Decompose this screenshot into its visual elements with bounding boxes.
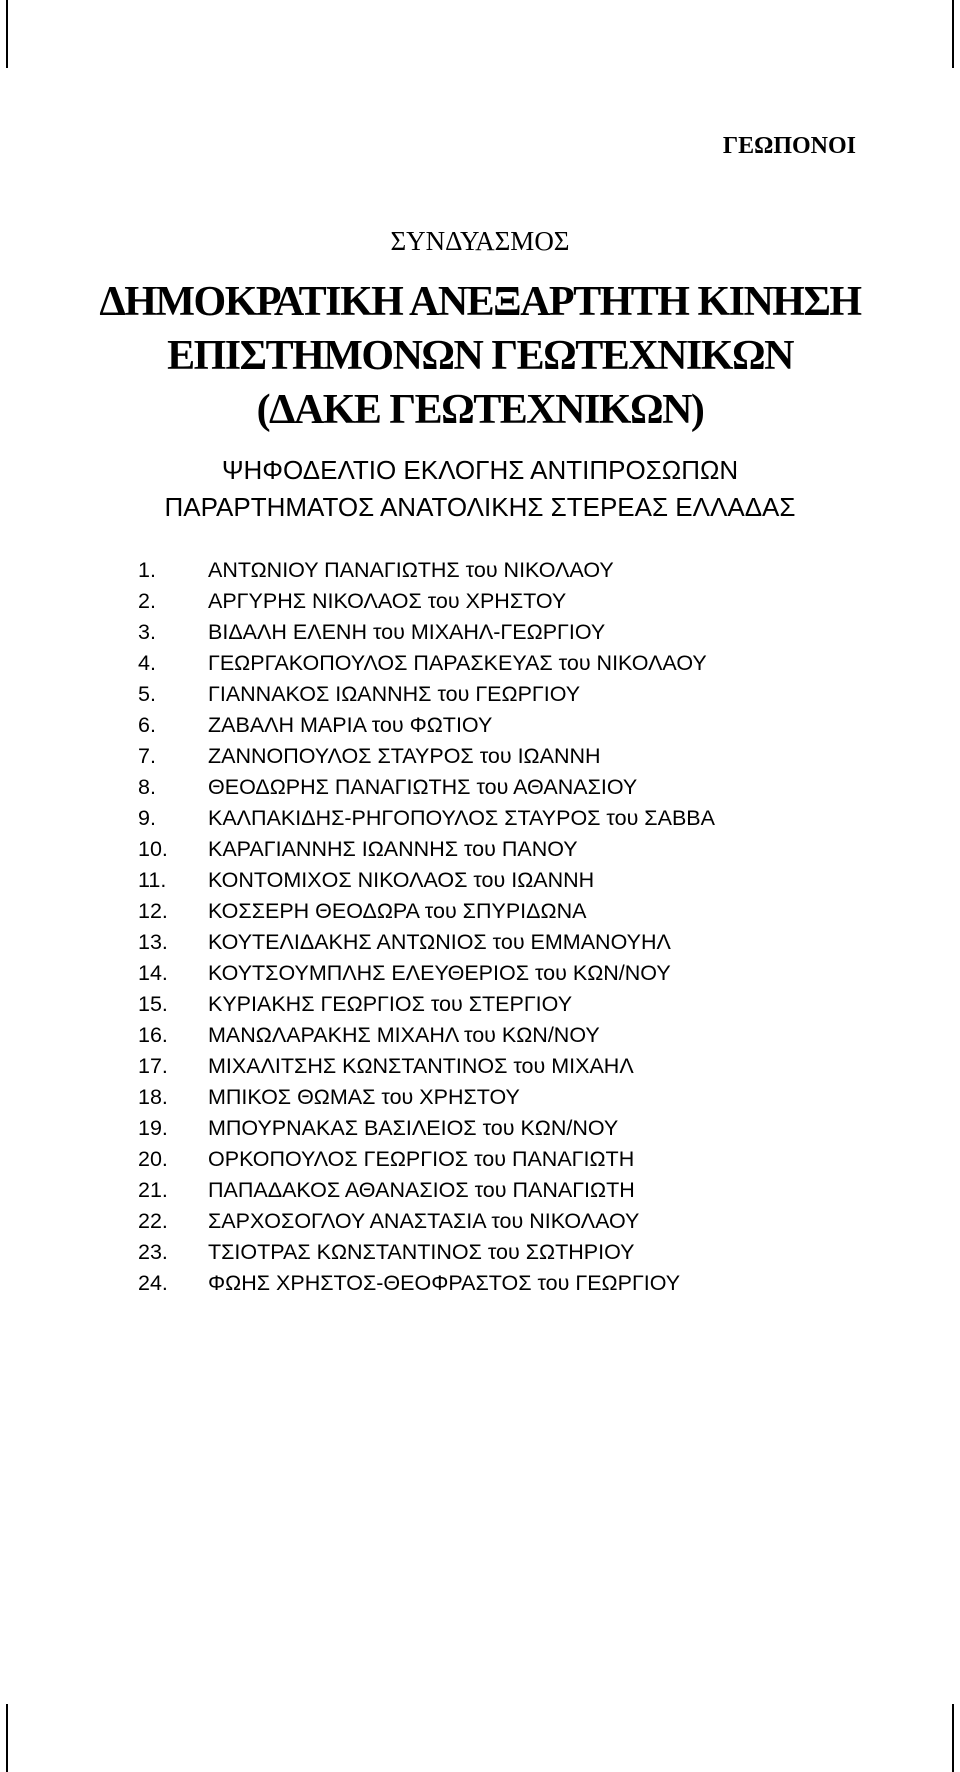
candidate-number: 1.	[138, 558, 156, 582]
candidate-number: 16.	[138, 1023, 168, 1047]
candidate-name: ΤΣΙΟΤΡΑΣ ΚΩΝΣΤΑΝΤΙΝΟΣ του ΣΩΤΗΡΙΟΥ	[208, 1240, 635, 1264]
subtitle-line: ΨΗΦΟΔΕΛΤΙΟ ΕΚΛΟΓΗΣ ΑΝΤΙΠΡΟΣΩΠΩΝ	[221, 455, 739, 485]
candidate-row	[138, 1020, 715, 1051]
candidate-row	[138, 648, 715, 679]
party-title-line: ΔΗΜΟΚΡΑΤΙΚΗ ΑΝΕΞΑΡΤΗΤΗ ΚΙΝΗΣΗ	[99, 279, 861, 325]
candidate-row	[138, 1113, 715, 1144]
candidate-number: 19.	[138, 1116, 168, 1140]
party-title-line: ΕΠΙΣΤΗΜΟΝΩΝ ΓΕΩΤΕΧΝΙΚΩΝ	[167, 333, 793, 379]
candidate-number: 5.	[138, 682, 156, 706]
candidate-number: 7.	[138, 744, 156, 768]
candidate-number: 3.	[138, 620, 156, 644]
crop-mark-bottom-right	[952, 1704, 954, 1772]
candidate-number: 14.	[138, 961, 168, 985]
candidate-row	[138, 958, 715, 989]
candidate-number: 2.	[138, 589, 156, 613]
candidate-name: ΖΑΝΝΟΠΟΥΛΟΣ ΣΤΑΥΡΟΣ του ΙΩΑΝΝΗ	[208, 744, 601, 768]
candidate-row	[138, 803, 715, 834]
party-title-line: (ΔΑΚΕ ΓΕΩΤΕΧΝΙΚΩΝ)	[256, 387, 704, 433]
subtitle-line: ΠΑΡΑΡΤΗΜΑΤΟΣ ΑΝΑΤΟΛΙΚΗΣ ΣΤΕΡΕΑΣ ΕΛΛΑΔΑΣ	[164, 492, 796, 522]
candidate-name: ΚΑΛΠΑΚΙΔΗΣ-ΡΗΓΟΠΟΥΛΟΣ ΣΤΑΥΡΟΣ του ΣΑΒΒΑ	[208, 806, 715, 830]
candidate-row	[138, 555, 715, 586]
candidate-row	[138, 834, 715, 865]
candidate-row	[138, 865, 715, 896]
candidate-row	[138, 1051, 715, 1082]
candidate-name: ΚΟΝΤΟΜΙΧΟΣ ΝΙΚΟΛΑΟΣ του ΙΩΑΝΝΗ	[208, 868, 595, 892]
ballot-label: ΣΥΝΔΥΑΣΜΟΣ	[390, 226, 570, 256]
candidate-number: 18.	[138, 1085, 168, 1109]
candidate-number: 9.	[138, 806, 156, 830]
candidate-number: 10.	[138, 837, 168, 861]
candidate-number: 17.	[138, 1054, 168, 1078]
candidate-number: 24.	[138, 1271, 168, 1295]
candidate-number: 8.	[138, 775, 156, 799]
candidate-row	[138, 710, 715, 741]
candidate-name: ΘΕΟΔΩΡΗΣ ΠΑΝΑΓΙΩΤΗΣ του ΑΘΑΝΑΣΙΟΥ	[208, 775, 638, 799]
candidate-name: ΚΟΥΤΕΛΙΔΑΚΗΣ ΑΝΤΩΝΙΟΣ του ΕΜΜΑΝΟΥΗΛ	[208, 930, 671, 954]
candidate-name: ΟΡΚΟΠΟΥΛΟΣ ΓΕΩΡΓΙΟΣ του ΠΑΝΑΓΙΩΤΗ	[208, 1147, 635, 1171]
candidate-row	[138, 679, 715, 710]
candidate-name: ΖΑΒΑΛΗ ΜΑΡΙΑ του ΦΩΤΙΟΥ	[208, 713, 493, 737]
candidate-row	[138, 617, 715, 648]
candidate-number: 22.	[138, 1209, 168, 1233]
candidate-number: 4.	[138, 651, 156, 675]
candidate-number: 23.	[138, 1240, 168, 1264]
candidate-name: ΚΟΣΣΕΡΗ ΘΕΟΔΩΡΑ του ΣΠΥΡΙΔΩΝΑ	[208, 899, 587, 923]
candidate-name: ΒΙΔΑΛΗ ΕΛΕΝΗ του ΜΙΧΑΗΛ-ΓΕΩΡΓΙΟΥ	[208, 620, 606, 644]
candidate-row	[138, 772, 715, 803]
candidate-row	[138, 1237, 715, 1268]
candidate-name: ΚΟΥΤΣΟΥΜΠΛΗΣ ΕΛΕΥΘΕΡΙΟΣ του ΚΩΝ/ΝΟΥ	[208, 961, 671, 985]
candidate-name: ΑΡΓΥΡΗΣ ΝΙΚΟΛΑΟΣ του ΧΡΗΣΤΟΥ	[208, 589, 567, 613]
candidate-number: 11.	[138, 868, 167, 892]
candidate-name: ΜΙΧΑΛΙΤΣΗΣ ΚΩΝΣΤΑΝΤΙΝΟΣ του ΜΙΧΑΗΛ	[208, 1054, 634, 1078]
candidate-name: ΚΑΡΑΓΙΑΝΝΗΣ ΙΩΑΝΝΗΣ του ΠΑΝΟΥ	[208, 837, 578, 861]
crop-mark-top-left	[6, 0, 8, 68]
candidate-number: 15.	[138, 992, 168, 1016]
candidate-number: 20.	[138, 1147, 168, 1171]
party-title	[0, 275, 960, 437]
candidate-name: ΓΕΩΡΓΑΚΟΠΟΥΛΟΣ ΠΑΡΑΣΚΕΥΑΣ του ΝΙΚΟΛΑΟΥ	[208, 651, 707, 675]
candidate-row	[138, 1206, 715, 1237]
candidate-name: ΣΑΡΧΟΣΟΓΛΟΥ ΑΝΑΣΤΑΣΙΑ του ΝΙΚΟΛΑΟΥ	[208, 1209, 640, 1233]
candidate-row	[138, 1082, 715, 1113]
candidate-number: 13.	[138, 930, 168, 954]
candidate-number: 6.	[138, 713, 156, 737]
candidate-row	[138, 741, 715, 772]
candidate-row	[138, 1175, 715, 1206]
ballot-subtitle	[0, 452, 960, 526]
candidate-row	[138, 896, 715, 927]
candidate-name: ΜΠΟΥΡΝΑΚΑΣ ΒΑΣΙΛΕΙΟΣ του ΚΩΝ/ΝΟΥ	[208, 1116, 619, 1140]
candidate-name: ΦΩΗΣ ΧΡΗΣΤΟΣ-ΘΕΟΦΡΑΣΤΟΣ του ΓΕΩΡΓΙΟΥ	[208, 1271, 681, 1295]
candidate-number: 12.	[138, 899, 168, 923]
candidate-name: ΓΙΑΝΝΑΚΟΣ ΙΩΑΝΝΗΣ του ΓΕΩΡΓΙΟΥ	[208, 682, 581, 706]
candidate-name: ΜΠΙΚΟΣ ΘΩΜΑΣ του ΧΡΗΣΤΟΥ	[208, 1085, 520, 1109]
candidate-name: ΜΑΝΩΛΑΡΑΚΗΣ ΜΙΧΑΗΛ του ΚΩΝ/ΝΟΥ	[208, 1023, 600, 1047]
candidate-name: ΑΝΤΩΝΙΟΥ ΠΑΝΑΓΙΩΤΗΣ του ΝΙΚΟΛΑΟΥ	[208, 558, 614, 582]
candidate-name: ΠΑΠΑΔΑΚΟΣ ΑΘΑΝΑΣΙΟΣ του ΠΑΝΑΓΙΩΤΗ	[208, 1178, 635, 1202]
candidate-number: 21.	[138, 1178, 168, 1202]
candidate-row	[138, 927, 715, 958]
candidate-row	[138, 989, 715, 1020]
crop-mark-bottom-left	[6, 1704, 8, 1772]
crop-mark-top-right	[952, 0, 954, 68]
candidate-row	[138, 586, 715, 617]
category-heading: ΓΕΩΠΟΝΟΙ	[722, 133, 856, 159]
candidate-name: ΚΥΡΙΑΚΗΣ ΓΕΩΡΓΙΟΣ του ΣΤΕΡΓΙΟΥ	[208, 992, 573, 1016]
candidate-list	[138, 555, 715, 1299]
candidate-row	[138, 1268, 715, 1299]
candidate-row	[138, 1144, 715, 1175]
